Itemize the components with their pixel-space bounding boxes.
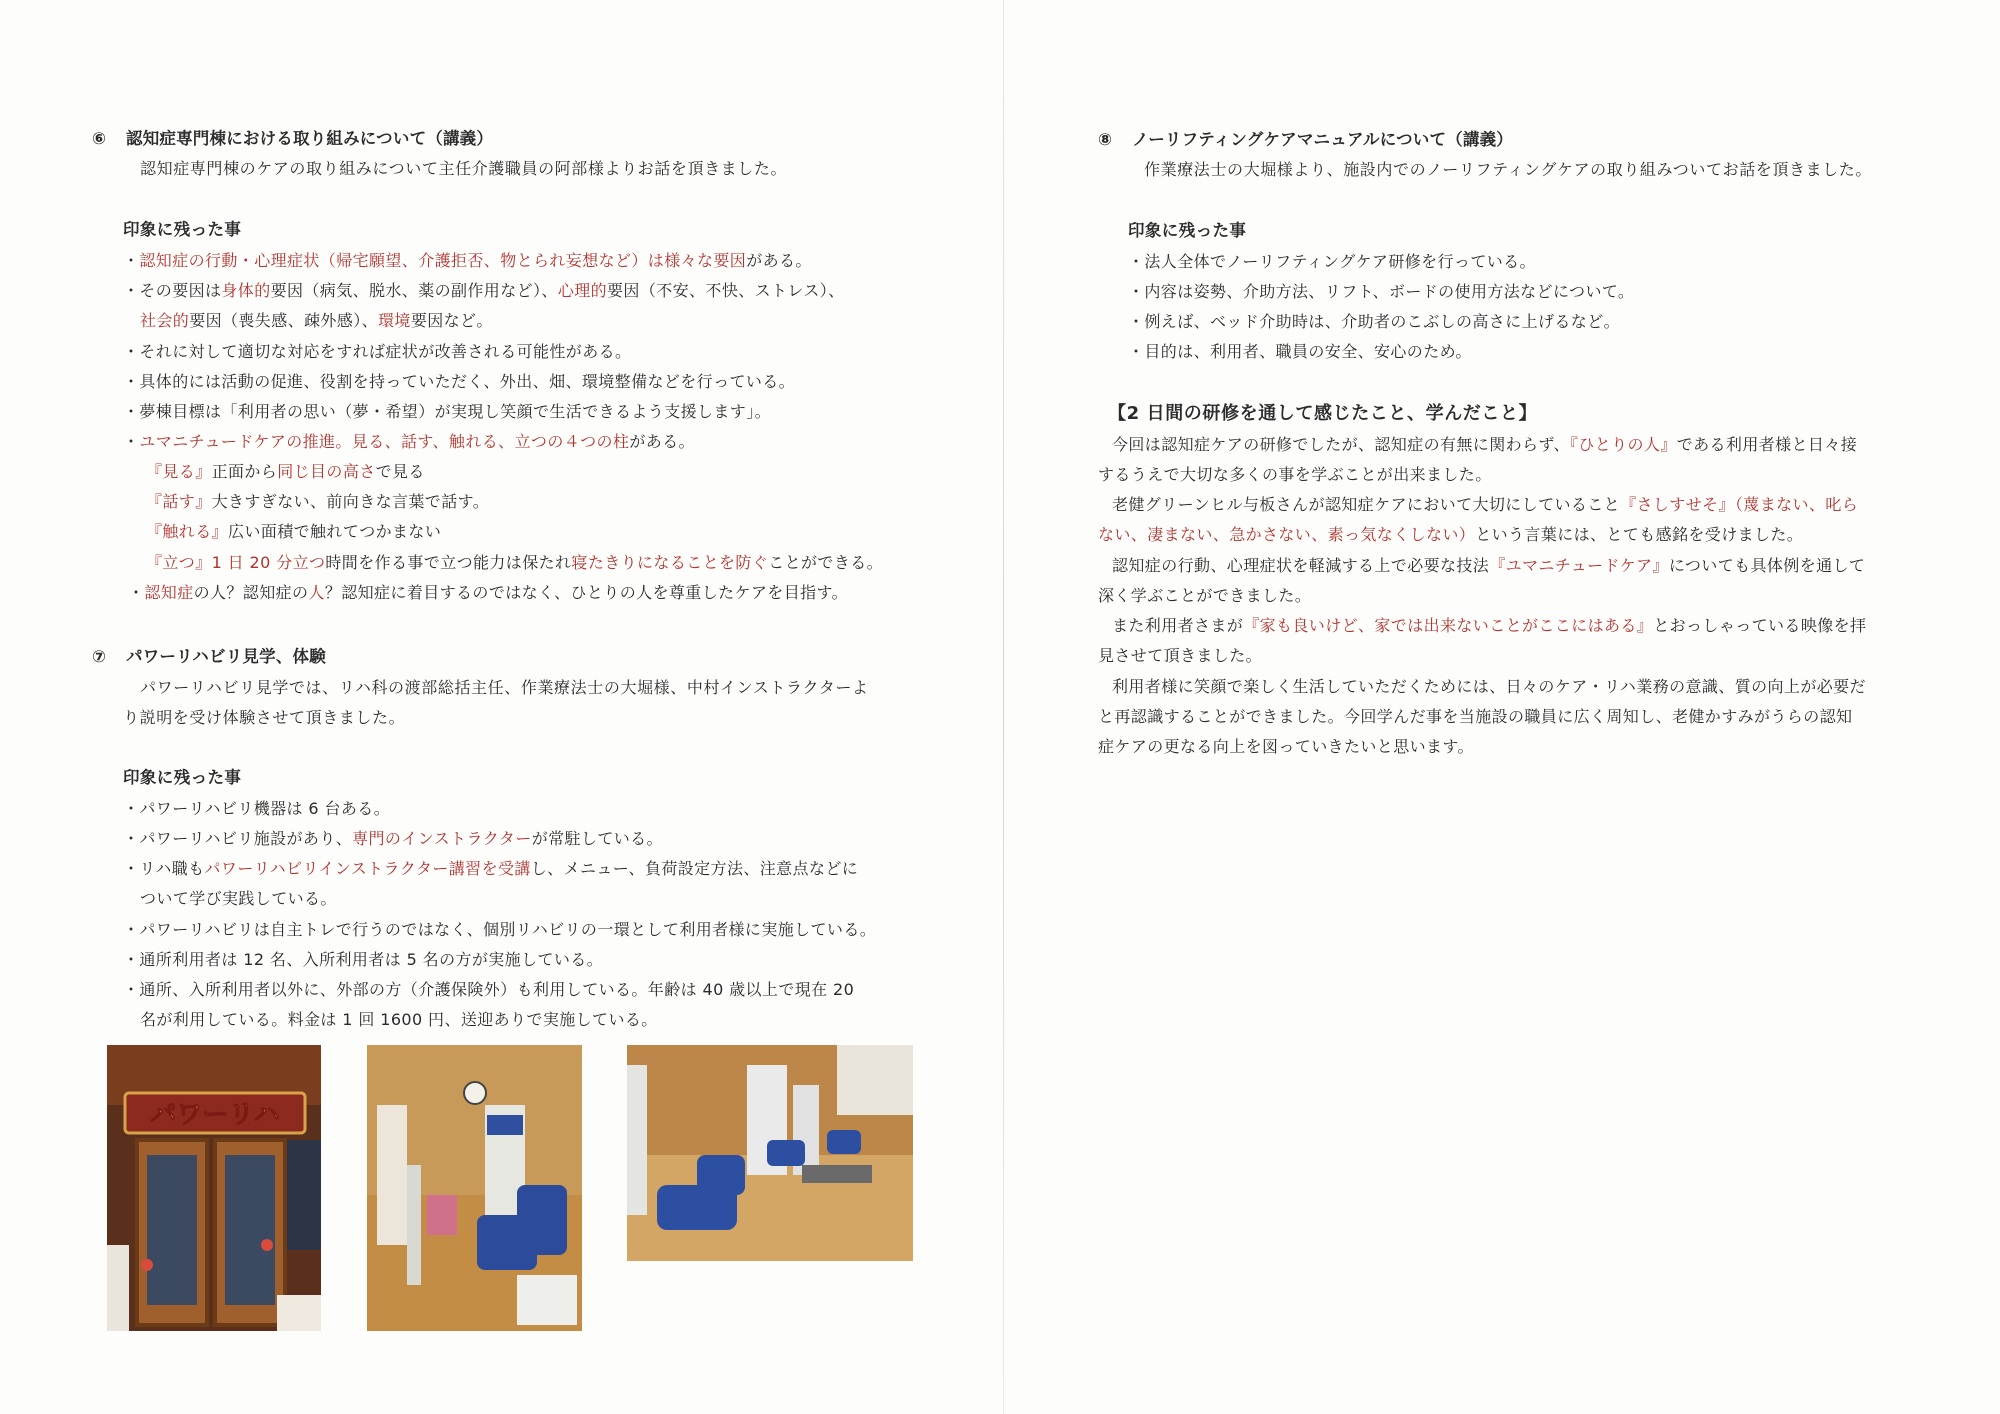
summary-p4-line1: また利用者さまが『家も良いけど、家では出来ないことがここにはある』とおっしゃっている映像を拝	[1112, 616, 1867, 635]
section-6-point-1: ・認知症の行動・心理症状（帰宅願望、介護拒否、物とられ妄想など）は様々な要因がある。	[123, 251, 812, 270]
section-6-number: ⑥	[92, 129, 107, 148]
section-6-title: 認知症専門棟における取り組みについて（講義）	[126, 129, 494, 148]
summary-p1-line2: するうえで大切な多くの事を学ぶことが出来ました。	[1098, 465, 1492, 484]
section-8-point-4: ・目的は、利用者、職員の安全、安心のため。	[1128, 342, 1472, 361]
section-6-point-2-cont: 社会的要因（喪失感、疎外感）、環境要因など。	[140, 311, 493, 330]
section-8-point-3: ・例えば、ベッド介助時は、介助者のこぶしの高さに上げるなど。	[1128, 312, 1621, 331]
summary-p5-line2: と再認識することができました。今回学んだ事を当施設の職員に広く周知し、老健かすみがうらの認知	[1098, 707, 1853, 726]
summary-p4-line2: 見させて頂きました。	[1098, 646, 1263, 665]
summary-heading: 【2 日間の研修を通して感じたこと、学んだこと】	[1108, 403, 1538, 424]
section-8-point-1: ・法人全体でノーリフティングケア研修を行っている。	[1128, 252, 1536, 271]
section-7-point-3-cont: ついて学び実践している。	[140, 889, 337, 908]
page-fold	[1003, 0, 1004, 1414]
section-6-heading	[92, 128, 493, 150]
section-7-point-5: ・通所利用者は 12 名、入所利用者は 5 名の方が実施している。	[123, 950, 604, 969]
section-8-point-2: ・内容は姿勢、介助方法、リフト、ボードの使用方法などについて。	[1128, 282, 1635, 301]
section-6-point-6: ・ユマニチュードケアの推進。見る、話す、触れる、立つの４つの柱がある。	[123, 432, 695, 451]
photo-power-rehab-entrance	[107, 1045, 321, 1331]
section-8-title: ノーリフティングケアマニュアルについて（講義）	[1132, 130, 1513, 149]
photo-rehab-machines	[627, 1045, 913, 1261]
section-7-point-6-cont: 名が利用している。料金は 1 回 1600 円、送迎ありで実施している。	[140, 1010, 658, 1029]
section-7-point-1: ・パワーリハビリ機器は 6 台ある。	[123, 799, 391, 818]
summary-p3-line1: 認知症の行動、心理症状を軽減する上で必要な技法『ユマニチュードケア』についても具体例を通して	[1112, 556, 1866, 575]
section-8-intro: 作業療法士の大堀様より、施設内でのノーリフティングケアの取り組みついてお話を頂きました。	[1144, 160, 1873, 179]
section-7-point-2: ・パワーリハビリ施設があり、専門のインストラクターが常駐している。	[123, 829, 663, 848]
summary-p5-line3: 症ケアの更なる向上を図っていきたいと思います。	[1098, 737, 1474, 756]
summary-p5-line1: 利用者様に笑顔で楽しく生活していただくためには、日々のケア・リハ業務の意識、質の向上が必要だ	[1112, 677, 1866, 696]
section-7-point-6: ・通所、入所利用者以外に、外部の方（介護保険外）も利用している。年齢は 40 歳以上で現在 20	[123, 980, 855, 999]
photo-training-room	[367, 1045, 582, 1331]
section-6-intro: 認知症専門棟のケアの取り組みについて主任介護職員の阿部様よりお話を頂きました。	[140, 159, 788, 178]
section-7-title: パワーリハビリ見学、体験	[126, 647, 326, 666]
section-6-point-3: ・それに対して適切な対応をすれば症状が改善される可能性がある。	[123, 342, 632, 361]
section-7-point-3: ・リハ職もパワーリハビリインストラクター講習を受講し、メニュー、負荷設定方法、注意点などに	[123, 859, 859, 878]
section-7-point-4: ・パワーリハビリは自主トレで行うのではなく、個別リハビリの一環として利用者様に実施している。	[123, 920, 877, 939]
summary-p3-line2: 深く学ぶことができました。	[1098, 586, 1312, 605]
section-8-subheading: 印象に残った事	[1128, 221, 1247, 240]
section-6-speak: 『話す』大きすぎない、前向きな言葉で話す。	[146, 492, 490, 511]
section-6-point-2: ・その要因は身体的要因（病気、脱水、薬の副作用など）、心理的要因（不安、不快、ストレス）、	[123, 281, 845, 300]
summary-p2-line2: ない、凄まない、急かさない、素っ気なくしない）という言葉には、とても感銘を受けました。	[1098, 525, 1804, 544]
summary-p1-line1: 今回は認知症ケアの研修でしたが、認知症の有無に関わらず、『ひとりの人』である利用者様と日々接	[1112, 435, 1858, 454]
section-8-number: ⑧	[1098, 130, 1113, 149]
section-6-point-7: ・認知症の人？認知症の人？認知症に着目するのではなく、ひとりの人を尊重したケアを目指す。	[128, 583, 849, 602]
section-6-subheading: 印象に残った事	[123, 220, 242, 239]
section-6-see: 『見る』正面から同じ目の高さで見る	[146, 462, 425, 481]
section-7-intro-1: パワーリハビリ見学では、リハ科の渡部総括主任、作業療法士の大堀様、中村インストラクターよ	[140, 678, 869, 697]
section-6-point-4: ・具体的には活動の促進、役割を持っていただく、外出、畑、環境整備などを行っている。	[123, 372, 796, 391]
section-7-number: ⑦	[92, 647, 107, 666]
section-7-intro-2: り説明を受け体験させて頂きました。	[123, 708, 406, 727]
section-6-stand: 『立つ』1 日 20 分立つ時間を作る事で立つ能力は保たれ寝たきりになることを防ぐことができる。	[146, 553, 884, 572]
summary-p2-line1: 老健グリーンヒル与板さんが認知症ケアにおいて大切にしていること『さしすせそ』（蔑まない、叱ら	[1112, 495, 1859, 514]
section-6-point-5: ・夢棟目標は「利用者の思い（夢・希望）が実現し笑顔で生活できるよう支援します」。	[123, 402, 772, 421]
section-7-heading	[92, 646, 326, 668]
section-7-subheading: 印象に残った事	[123, 768, 242, 787]
sign-text: パワーリハ	[150, 1100, 280, 1130]
section-6-touch: 『触れる』広い面積で触れてつかまない	[146, 522, 442, 541]
section-8-heading	[1098, 129, 1513, 151]
